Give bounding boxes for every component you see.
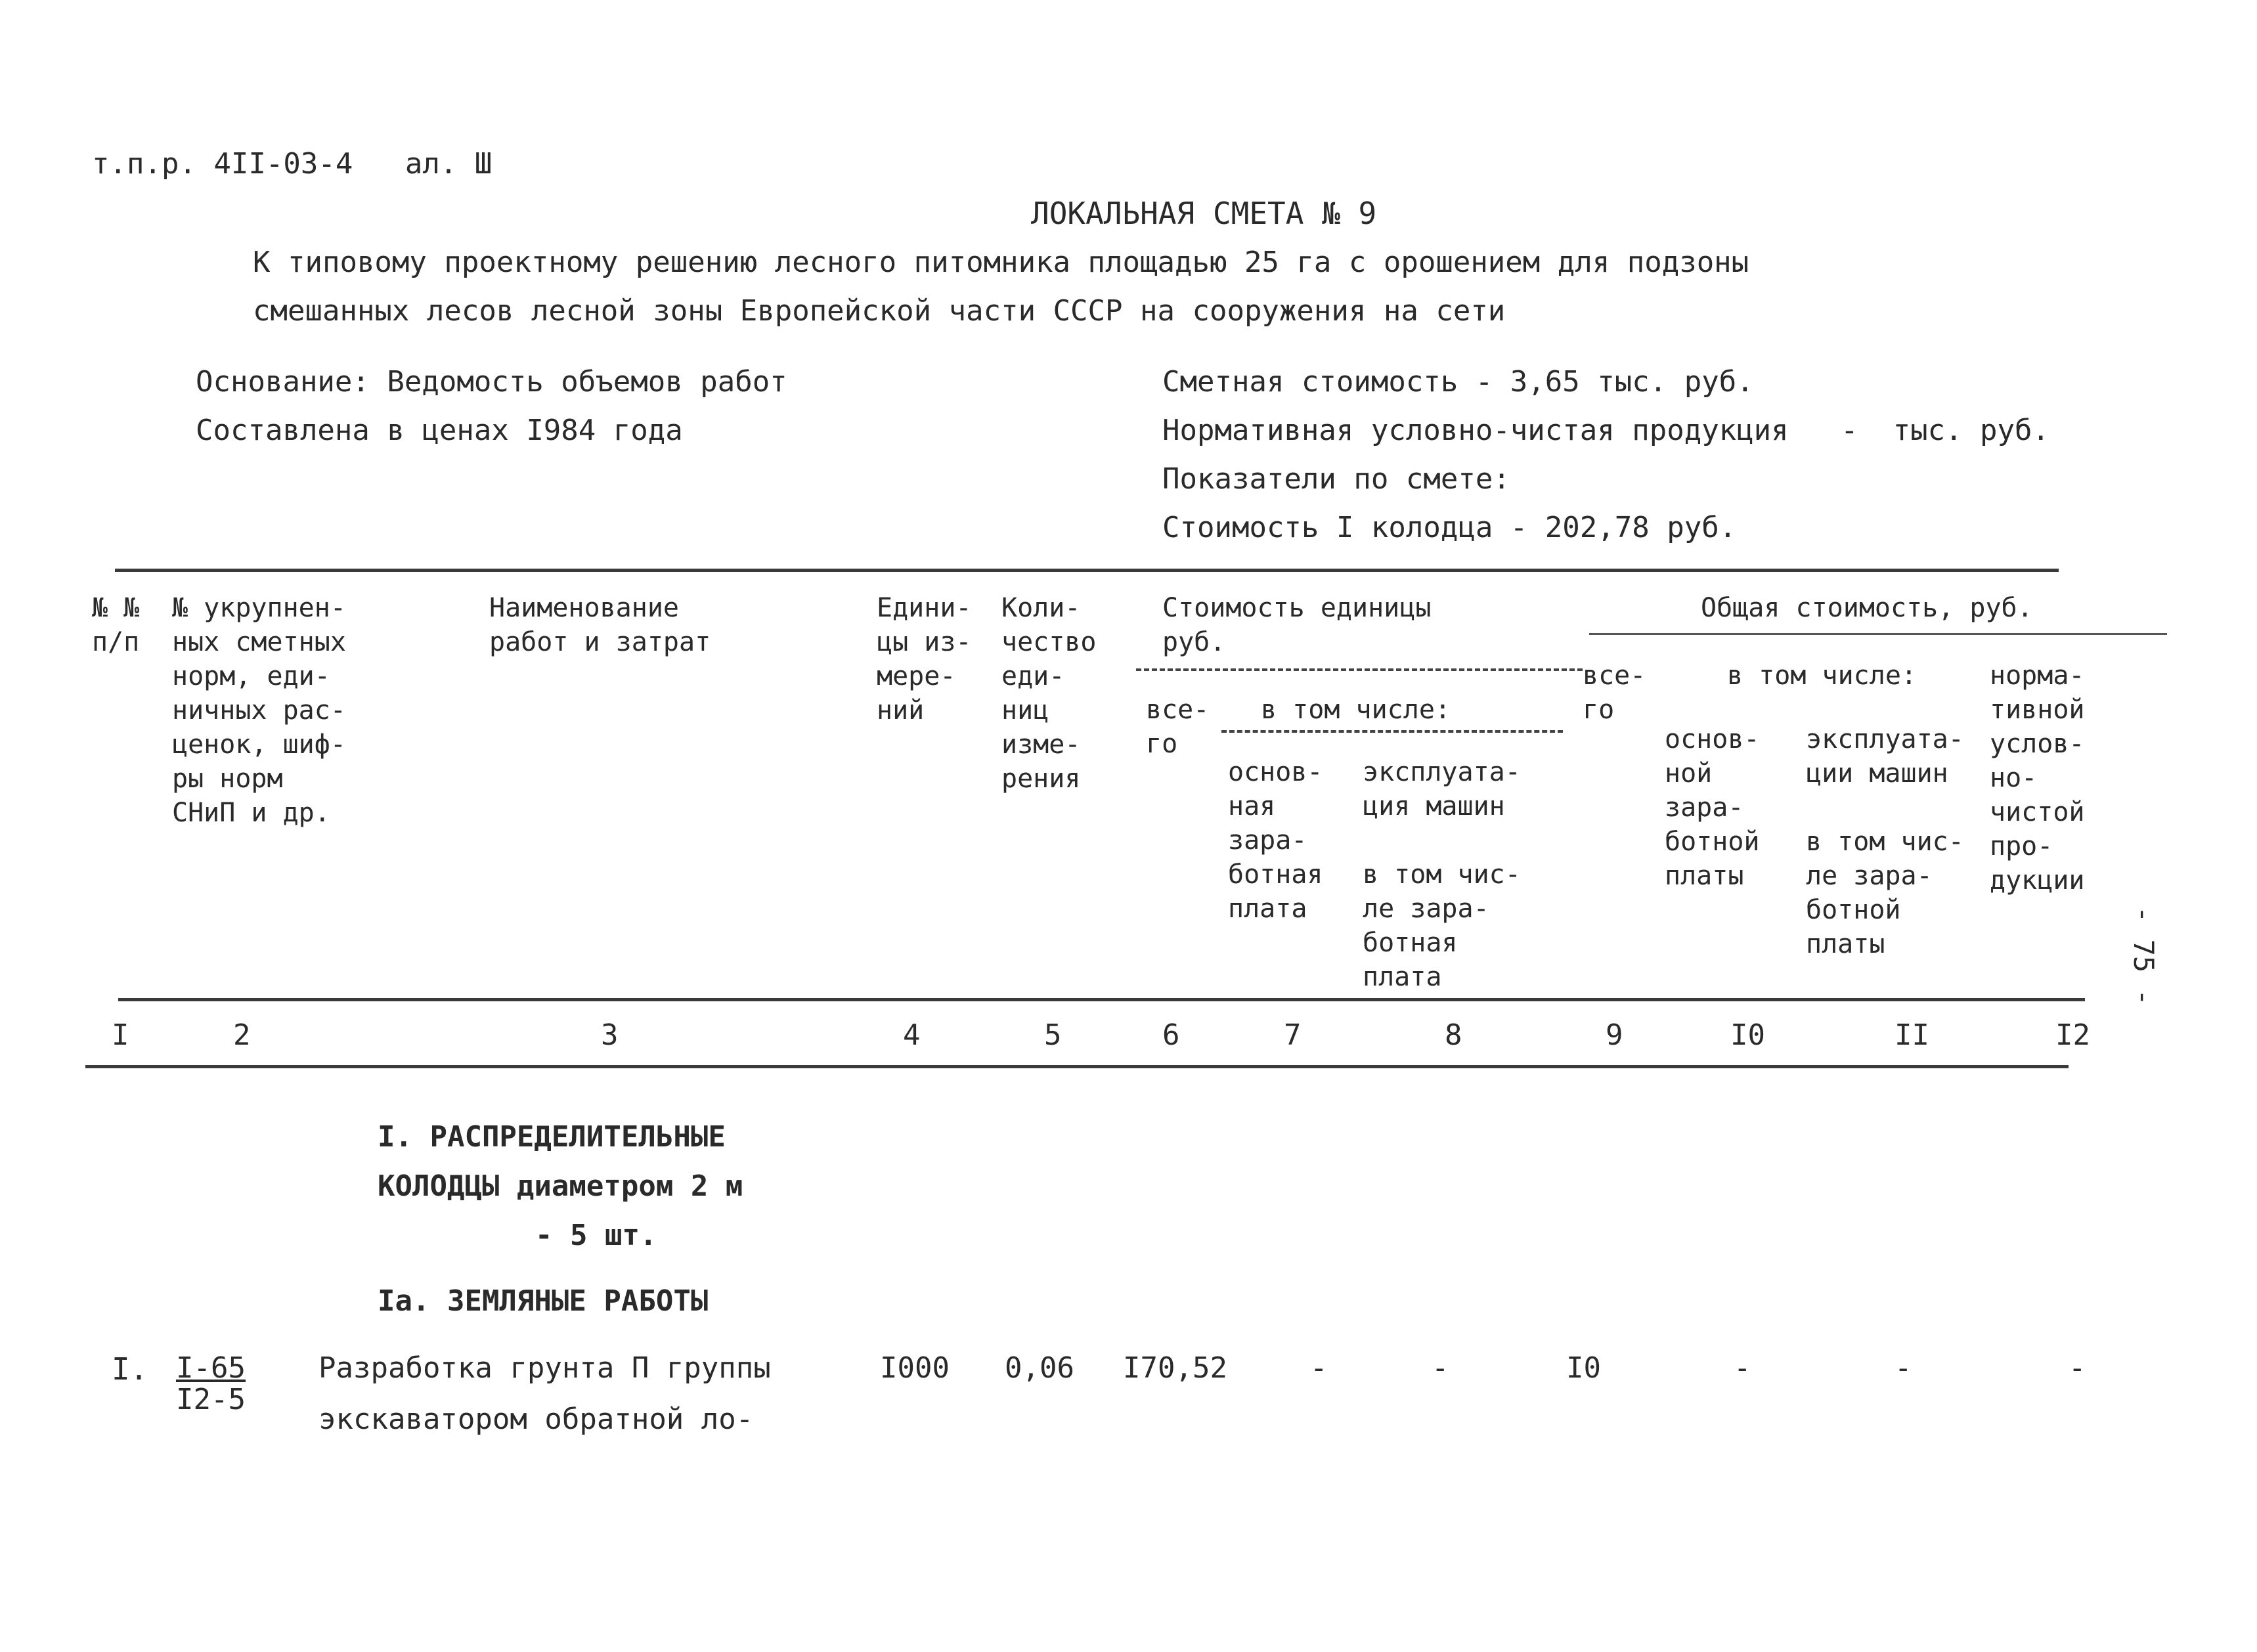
column-number-4: 4 [903,1018,921,1052]
row-unit-machines: - [1432,1351,1449,1385]
row-code-1: I-65 [176,1351,246,1385]
section-1-title-line-2: КОЛОДЦЫ диаметром 2 м [378,1169,743,1203]
row-code-2: I2-5 [176,1383,246,1416]
unit-cost-divider [1136,668,1583,671]
header-bottom-rule [118,998,2085,1001]
basis-text: Основание: Ведомость объемов работ [196,365,787,399]
well-cost: Стоимость I колодца - 202,78 руб. [1162,511,1737,544]
column-number-9: 9 [1606,1018,1623,1052]
section-1-title-line-3: - 5 шт. [535,1219,657,1252]
row-number: I. [112,1351,148,1387]
column-number-7: 7 [1284,1018,1302,1052]
header-col-9: все- го [1583,661,1646,725]
column-number-1: I [112,1018,129,1052]
column-number-6: 6 [1162,1018,1180,1052]
row-total-wage: - [1734,1351,1751,1385]
row-quantity: 0,06 [1005,1351,1074,1385]
section-1-title-line-1: I. РАСПРЕДЕЛИТЕЛЬНЫЕ [378,1120,726,1154]
row-unit: I000 [880,1351,950,1385]
header-col-8: эксплуата- ция машин в том чис- ле зара- ботная плата [1363,757,1521,992]
header-unit-cost-group: Стоимость единицы руб. [1162,593,1432,657]
document-title: ЛОКАЛЬНАЯ СМЕТА № 9 [1031,196,1377,231]
header-col-4: Едини- цы из- мере- ний [877,593,972,726]
header-col-3: Наименование работ и затрат [489,593,711,657]
row-unit-total: I70,52 [1123,1351,1227,1385]
header-col-6: все- го [1146,695,1210,759]
total-cost-divider [1589,633,2167,635]
normative-products: Нормативная условно-чистая продукция - тыс. руб. [1162,414,2050,447]
header-col-12: норма- тивной услов- но- чистой про- дукции [1990,661,2085,896]
header-col-10: основ- ной зара- ботной платы [1665,724,1760,891]
column-number-11: II [1895,1018,1929,1052]
row-total: I0 [1566,1351,1601,1385]
header-col-2: № укрупнен- ных сметных норм, еди- ничных рас- ценок, шиф- ры норм СНиП и др. [172,593,346,828]
column-number-5: 5 [1044,1018,1062,1052]
document-reference: т.п.р. 4II-03-4 ал. Ш [92,147,493,181]
column-number-3: 3 [601,1018,619,1052]
header-col-7: основ- ная зара- ботная плата [1228,757,1323,924]
column-number-12: I2 [2055,1018,2090,1052]
subtitle-line-1: К типовому проектному решению лесного питомника площадью 25 га с орошением для подзоны [253,246,1749,279]
row-normative: - [2069,1351,2086,1385]
row-name-line-2: экскаватором обратной ло- [318,1402,754,1436]
header-col-5: Коли- чество еди- ниц изме- рения [1001,593,1097,794]
row-total-machines: - [1895,1351,1912,1385]
header-col-1: № № п/п [92,593,140,657]
page-number: - 75 - [2128,906,2160,1006]
section-1a-title: Iа. ЗЕМЛЯНЫЕ РАБОТЫ [378,1284,709,1318]
indicators-label: Показатели по смете: [1162,462,1510,496]
header-col-11: эксплуата- ции машин в том чис- ле зара- ботной платы [1806,724,1964,959]
column-number-10: I0 [1730,1018,1765,1052]
column-number-8: 8 [1445,1018,1462,1052]
estimated-cost: Сметная стоимость - 3,65 тыс. руб. [1162,365,1754,399]
unit-cost-subdivider [1221,730,1563,733]
header-in-that-number-1: в том числе: [1261,695,1451,725]
prices-text: Составлена в ценах I984 года [196,414,683,447]
row-unit-wage: - [1310,1351,1328,1385]
header-in-that-number-2: в том числе: [1727,661,1917,691]
table-top-rule [115,569,2059,572]
subtitle-line-2: смешанных лесов лесной зоны Европейской части СССР на сооружения на сети [253,294,1506,328]
row-name-line-1: Разработка грунта П группы [318,1351,771,1385]
column-numbers-rule [85,1065,2069,1068]
column-number-2: 2 [233,1018,251,1052]
header-total-cost-group: Общая стоимость, руб. [1701,593,2033,623]
